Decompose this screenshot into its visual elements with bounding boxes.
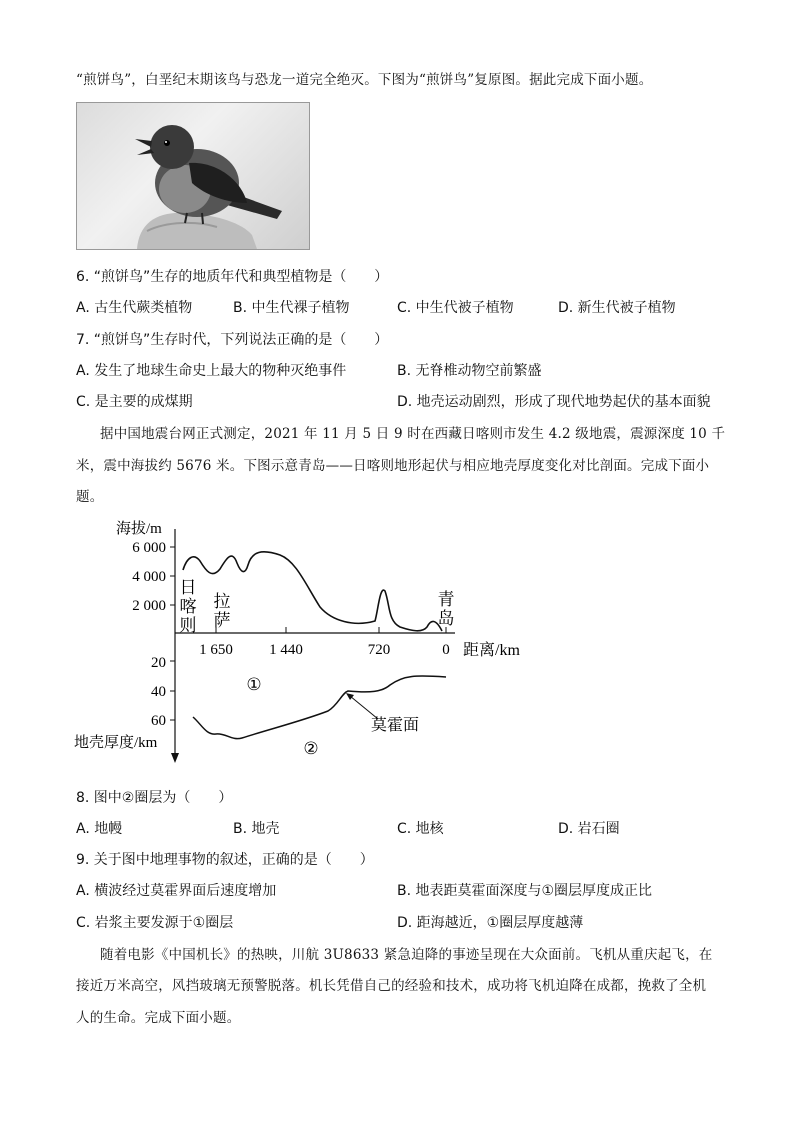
intro-paragraph-2-line-1: 据中国地震台网正式测定，2021 年 11 月 5 日 9 时在西藏日喀则市发生 4.2 级地震，震源深度 10 千 bbox=[100, 426, 726, 442]
y-tick-label-2000: 2 000 bbox=[132, 598, 166, 614]
q8-option-b[interactable]: B. 地壳 bbox=[233, 821, 280, 837]
layer-2-label: ② bbox=[303, 739, 319, 758]
q7-option-c[interactable]: C. 是主要的成煤期 bbox=[76, 394, 193, 410]
y-tick-label-40: 40 bbox=[151, 684, 166, 700]
place-label-rikaze-3: 则 bbox=[179, 616, 197, 635]
y-axis-arrow-down bbox=[171, 753, 179, 763]
intro-paragraph-1: “煎饼鸟”，白垩纪末期该鸟与恐龙一道完全绝灭。下图为“煎饼鸟”复原图。据此完成下面小题。 bbox=[76, 72, 653, 88]
question-6-stem: 6. “煎饼鸟”生存的地质年代和典型植物是（ ） bbox=[76, 269, 389, 285]
x-tick-label-720: 720 bbox=[367, 642, 391, 658]
intro-paragraph-2-line-3: 题。 bbox=[76, 489, 104, 505]
question-9-stem: 9. 关于图中地理事物的叙述，正确的是（ ） bbox=[76, 852, 374, 868]
bird-photo bbox=[76, 102, 310, 250]
q9-option-d[interactable]: D. 距海越近，①圈层厚度越薄 bbox=[397, 915, 584, 931]
q8-option-d[interactable]: D. 岩石圈 bbox=[558, 821, 620, 837]
moho-pointer-line bbox=[350, 696, 378, 719]
moho-pointer-arrow bbox=[346, 693, 354, 700]
layer-1-label: ① bbox=[246, 675, 262, 694]
intro-paragraph-3-line-2: 接近万米高空，风挡玻璃无预警脱落。机长凭借自己的经验和技术，成功将飞机迫降在成都，挽救了全机 bbox=[76, 978, 707, 994]
y-axis-label-bottom: 地壳厚度/km bbox=[74, 735, 158, 751]
place-label-lasa-1: 拉 bbox=[213, 592, 231, 611]
q6-option-b[interactable]: B. 中生代裸子植物 bbox=[233, 300, 350, 316]
place-label-qingdao-2: 岛 bbox=[437, 609, 455, 628]
place-label-lasa-2: 萨 bbox=[213, 611, 231, 630]
x-tick-label-1440: 1 440 bbox=[269, 642, 303, 658]
place-label-rikaze-2: 喀 bbox=[179, 597, 197, 616]
y-axis-label-top: 海拔/m bbox=[116, 521, 162, 537]
bird-illustration bbox=[77, 103, 309, 249]
moho-label: 莫霍面 bbox=[371, 717, 420, 734]
q9-option-b[interactable]: B. 地表距莫霍面深度与①圈层厚度成正比 bbox=[397, 883, 653, 899]
q7-option-b[interactable]: B. 无脊椎动物空前繁盛 bbox=[397, 363, 542, 379]
x-tick-label-1650: 1 650 bbox=[199, 642, 233, 658]
x-tick-label-0: 0 bbox=[442, 642, 450, 658]
q7-option-a[interactable]: A. 发生了地球生命史上最大的物种灭绝事件 bbox=[76, 363, 347, 379]
y-tick-label-20: 20 bbox=[151, 655, 166, 671]
q6-option-a[interactable]: A. 古生代蕨类植物 bbox=[76, 300, 193, 316]
place-label-qingdao-1: 青 bbox=[437, 590, 455, 609]
intro-paragraph-2-line-2: 米，震中海拔约 5676 米。下图示意青岛——日喀则地形起伏与相应地壳厚度变化对比剖面。完成下面小 bbox=[76, 458, 710, 474]
q9-option-a[interactable]: A. 横波经过莫霍界面后速度增加 bbox=[76, 883, 277, 899]
y-tick-label-60: 60 bbox=[151, 713, 166, 729]
q8-option-c[interactable]: C. 地核 bbox=[397, 821, 444, 837]
q8-option-a[interactable]: A. 地幔 bbox=[76, 821, 123, 837]
question-7-stem: 7. “煎饼鸟”生存时代，下列说法正确的是（ ） bbox=[76, 332, 389, 348]
y-tick-label-4000: 4 000 bbox=[132, 569, 166, 585]
profile-figure bbox=[70, 515, 540, 770]
intro-paragraph-3-line-3: 人的生命。完成下面小题。 bbox=[76, 1010, 241, 1026]
x-axis-label: 距离/km bbox=[463, 642, 520, 659]
place-label-rikaze-1: 日 bbox=[179, 578, 197, 597]
q6-option-c[interactable]: C. 中生代被子植物 bbox=[397, 300, 514, 316]
q6-option-d[interactable]: D. 新生代被子植物 bbox=[558, 300, 676, 316]
intro-paragraph-3-line-1: 随着电影《中国机长》的热映，川航 3U8633 紧急迫降的事迹呈现在大众面前。飞机从重庆起飞，在 bbox=[100, 947, 713, 963]
q9-option-c[interactable]: C. 岩浆主要发源于①圈层 bbox=[76, 915, 234, 931]
q7-option-d[interactable]: D. 地壳运动剧烈，形成了现代地势起伏的基本面貌 bbox=[397, 394, 711, 410]
question-8-stem: 8. 图中②圈层为（ ） bbox=[76, 790, 233, 806]
y-tick-label-6000: 6 000 bbox=[132, 540, 166, 556]
